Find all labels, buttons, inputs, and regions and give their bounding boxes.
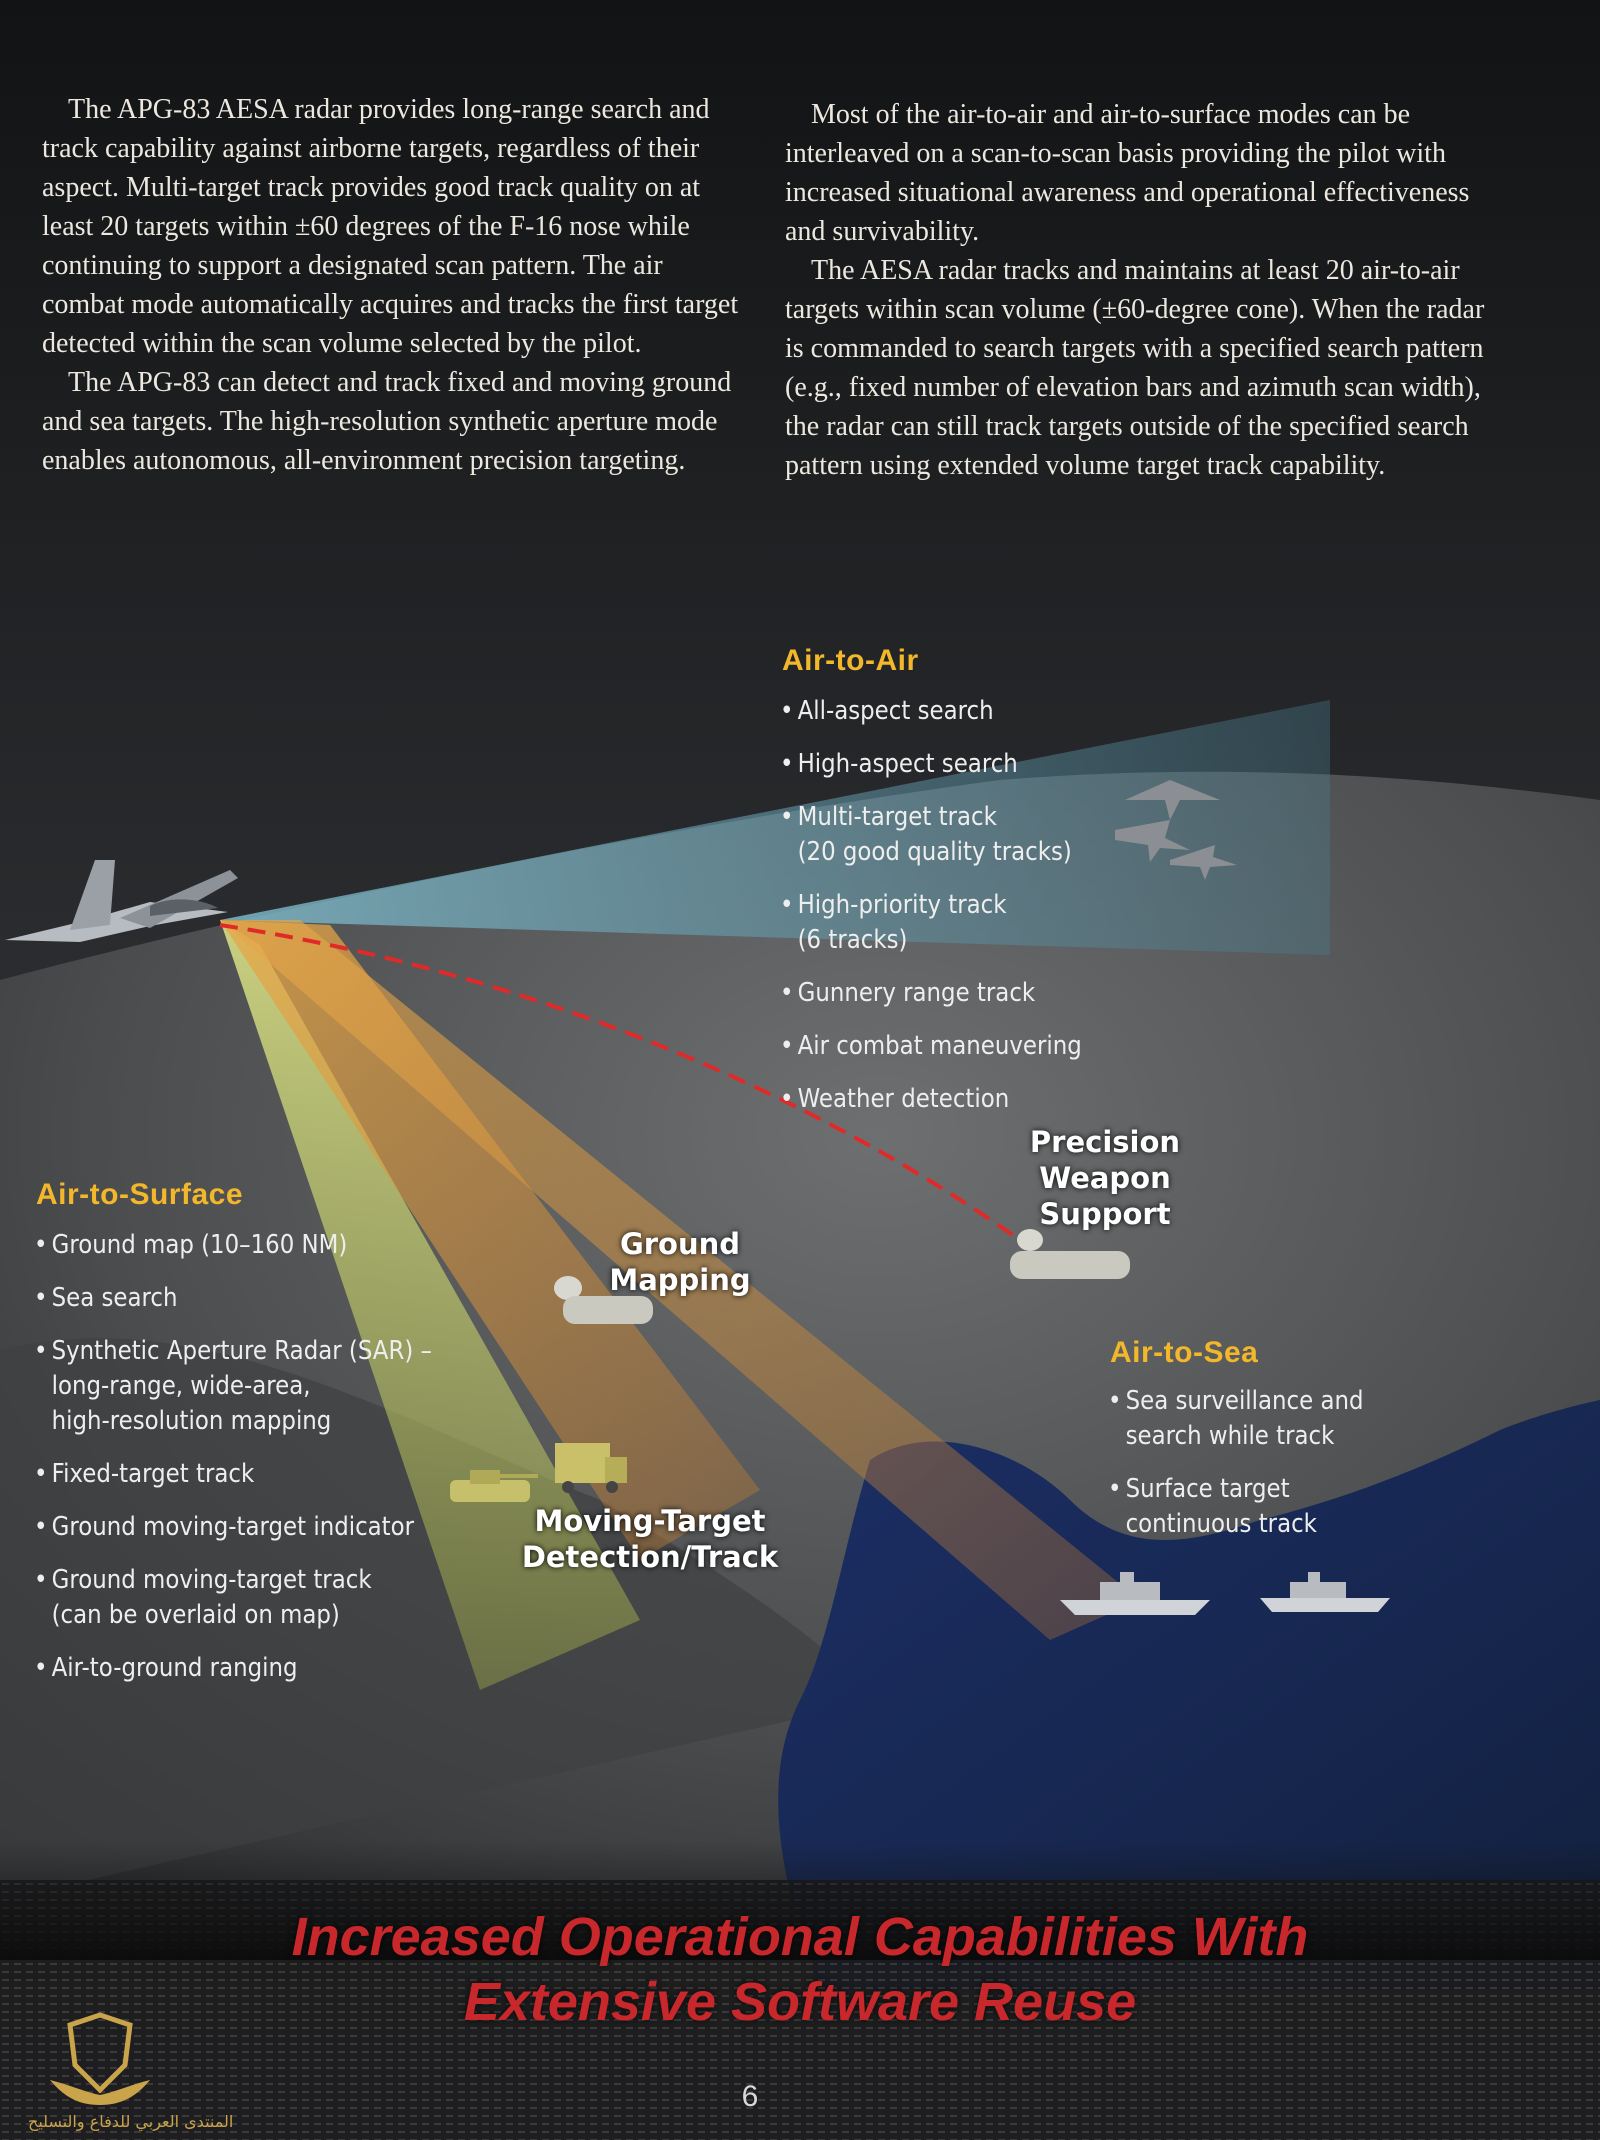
warship-icon <box>1060 1570 1210 1620</box>
list-item: • Sea surveillance and search while track <box>1108 1384 1407 1454</box>
air-to-surface-title: Air-to-Surface <box>36 1178 244 1211</box>
list-item: • Fixed-target track <box>34 1457 492 1492</box>
f16-jet-icon <box>0 830 240 970</box>
list-item: • Multi-target track (20 good quality tracks) <box>780 800 1238 870</box>
ground-mapping-label: Ground Mapping <box>609 1227 751 1297</box>
list-item: • High-priority track (6 tracks) <box>780 888 1238 958</box>
page-number: 6 <box>741 2080 759 2113</box>
list-item: • Weather detection <box>780 1082 1238 1117</box>
intro-paragraph: The APG-83 AESA radar provides long-range search and track capability against airborne targets, regardless of their aspect. Multi-target track provides good track quality on at least 20 targets within ±60 degrees of the F-16 nose while continuing to support a designated scan pattern. The air combat mode automatically acquires and tracks the first target detected within the scan volume selected by the pilot. <box>42 94 739 359</box>
intro-paragraph: The AESA radar tracks and maintains at least 20 air-to-air targets within scan volume (±60-degree cone). When the radar is commanded to search targets with a specified search pattern (e.g., fixed number of elevation bars and azimuth scan width), the radar can still track targets outside of the specified search pattern using extended volume target track capability. <box>785 255 1485 481</box>
air-to-air-list <box>780 694 1238 1135</box>
list-item: • High-aspect search <box>780 747 1238 782</box>
list-item: • Surface target continuous track <box>1108 1472 1407 1542</box>
headline-line-2: Extensive Software Reuse <box>463 1972 1137 2032</box>
radar-dish-icon <box>1000 1225 1140 1285</box>
shield-wings-logo <box>30 2010 170 2110</box>
moving-target-label: Moving-Target Detection/Track <box>521 1504 779 1574</box>
air-to-air-title: Air-to-Air <box>782 644 919 677</box>
air-to-surface-list <box>34 1228 492 1704</box>
intro-paragraph: Most of the air-to-air and air-to-surface modes can be interleaved on a scan-to-scan basis providing the pilot with increased situational awareness and operational effectiveness and survivability. <box>785 99 1470 247</box>
list-item: • Air combat maneuvering <box>780 1029 1238 1064</box>
intro-paragraph: The APG-83 can detect and track fixed and moving ground and sea targets. The high-resolution synthetic aperture mode enables autonomous, all-environment precision targeting. <box>42 367 732 476</box>
intro-right-column <box>785 95 1485 485</box>
watermark-text: المنتدى العربي للدفاع والتسليح <box>28 2112 234 2131</box>
precision-weapon-support-label: Precision Weapon Support <box>1029 1125 1181 1231</box>
list-item: • Synthetic Aperture Radar (SAR) – long-range, wide-area, high-resolution mapping <box>34 1334 492 1439</box>
list-item: • Ground map (10–160 NM) <box>34 1228 492 1263</box>
list-item: • Gunnery range track <box>780 976 1238 1011</box>
list-item: • Ground moving-target track (can be overlaid on map) <box>34 1563 492 1633</box>
list-item: • Ground moving-target indicator <box>34 1510 492 1545</box>
headline-line-1: Increased Operational Capabilities With <box>291 1907 1309 1967</box>
list-item: • All-aspect search <box>780 694 1238 729</box>
air-to-sea-list <box>1108 1384 1407 1560</box>
intro-left-column <box>42 90 742 480</box>
list-item: • Sea search <box>34 1281 492 1316</box>
warship-icon <box>1260 1570 1390 1618</box>
air-to-sea-title: Air-to-Sea <box>1110 1336 1259 1369</box>
list-item: • Air-to-ground ranging <box>34 1651 492 1686</box>
truck-icon <box>550 1435 630 1495</box>
